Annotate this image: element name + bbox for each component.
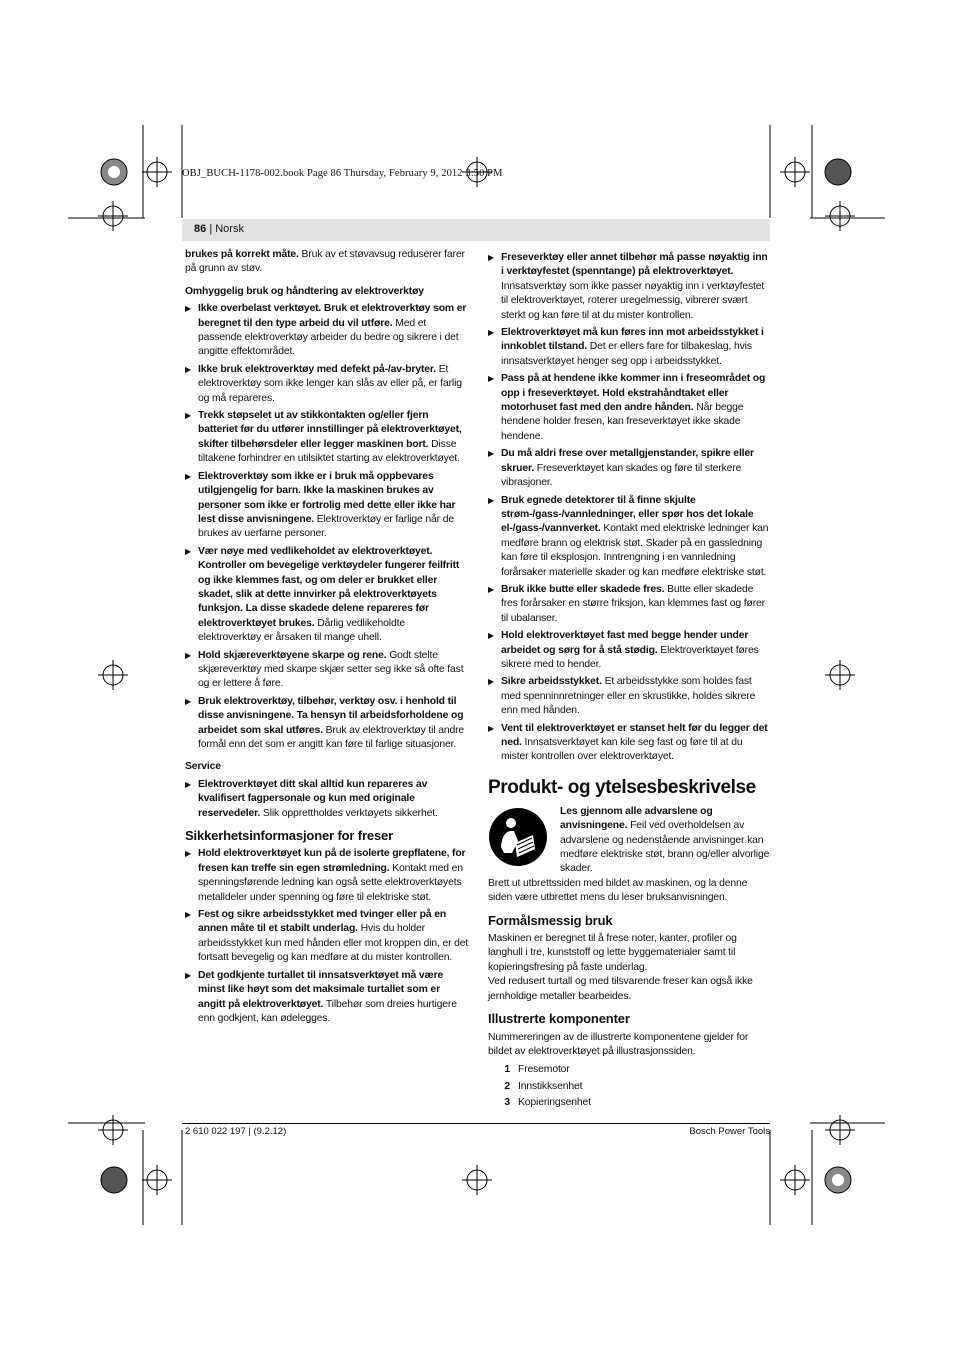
bullet-item: ▶ Ikke overbelast verktøyet. Bruk et elektroverktøy som er beregnet til den type arbeid du vil utføre. Med et passende elektroverktøy arbeider du bedre og sikrere i det angitte effektområdet. [185, 302, 469, 360]
components-text: Nummereringen av de illustrerte komponentene gjelder for bildet av elektroverktøyet på illustrasjonssiden. [488, 1031, 749, 1057]
page-header [182, 219, 770, 241]
component-item: 3 Kopieringsenhet [504, 1097, 591, 1109]
component-item: 2 Innstikksenhet [504, 1080, 583, 1092]
section-service-title: Service [185, 761, 221, 773]
intended-use-title: Formålsmessig bruk [488, 912, 613, 928]
bullet-item: ▶ Det godkjente turtallet til innsatsverktøyet må være minst like høyt som det maksimale turtallet som er angitt på elektroverktøyet. Tilbehør som dreies hurtigere enn godkjent, kan ødelegges. [185, 969, 469, 1027]
footer-doc-number: 2 610 022 197 | (9.2.12) [185, 1126, 287, 1137]
fold-out-text: Brett ut utbrettssiden med bildet av maskinen, og la denne siden være utbrettet mens du leser bruksanvisningen. [488, 877, 748, 904]
intro-paragraph: brukes på korrekt måte. Bruk av et støvavsug reduserer farer på grunn av støv. [185, 249, 465, 275]
bullet-item: ▶ Hold skjæreverktøyene skarpe og rene. Godt stelte skjæreverktøy med skarpe skjær setter seg ikke så ofte fast og er lettere å føre. [185, 649, 469, 692]
bullet-item: ▶ Elektroverktøy som ikke er i bruk må oppbevares utilgjengelig for barn. Ikke la maskinen brukes av personer som ikke er fortrolig med dette eller ikke har lest disse anvisningene. Elektroverktøy er farlige når de brukes av uerfarne personer. [185, 470, 469, 542]
intended-use-text-2: Ved redusert turtall og med tilsvarende freser kan også ikke jernholdige metaller bearbeides. [488, 976, 753, 1002]
section-careful-use-title: Omhyggelig bruk og håndtering av elektroverktøy [185, 285, 424, 297]
product-description-title: Produkt- og ytelsesbeskrivelse [488, 776, 756, 798]
bullet-item: ▶ Freseverktøy eller annet tilbehør må passe nøyaktig inn i verktøyfestet (spenntange) på elektroverktøyet. Innsatsverktøy som ikke passer nøyaktig inn i verktøyfestet til elektroverktøyet, roterer uregelmessig, vibrerer svært sterkt og kan føre til at du mister kontrollen. [488, 251, 772, 323]
left-column [185, 248, 469, 1026]
header-separator: | [209, 223, 213, 235]
bullet-item: ▶ Hold elektroverktøyet kun på de isolerte grepflatene, for fresen kan treffe sin egen strømledning. Kontakt med en spenningsførende ledning kan også sette elektroverktøyets metalldeler under spenning og føre til elektriske støt. [185, 847, 469, 905]
footer-brand: Bosch Power Tools [689, 1126, 770, 1137]
bullet-item: ▶ Pass på at hendene ikke kommer inn i freseområdet og opp i freseverktøyet. Hold ekstrahåndtaket eller motorhuset fast med den andre hånden. Når begge hendene holder fresen, kan freseverktøyet ikke skade hendene. [488, 372, 772, 444]
bullet-item: ▶ Bruk egnede detektorer til å finne skjulte strøm-/gass-/vannledninger, eller spør hos det lokale el-/gass-/vannverket. Kontakt med elektriske ledninger kan medføre brann og elektrisk støt. Skader på en gassledning kan føre til eksplosjon. Inntrengning i en vannledning forårsaker materielle skader og kan medføre elektriske støt. [488, 494, 772, 580]
section-router-safety-title: Sikkerhetsinformasjoner for freser [185, 828, 394, 844]
bullet-item: ▶ Du må aldri frese over metallgjenstander, spikre eller skruer. Freseverktøyet kan skades og føre til sterkere vibrasjoner. [488, 447, 772, 490]
read-manual-warning [488, 805, 772, 877]
bullet-item: ▶ Elektroverktøyet ditt skal alltid kun repareres av kvalifisert fagpersonale og kun med originale reservedeler. Slik opprettholdes verktøyets sikkerhet. [185, 778, 469, 821]
bullet-item: ▶ Fest og sikre arbeidsstykket med tvinger eller på en annen måte til et stabilt underlag. Hvis du holder arbeidsstykket kun med hånden eller mot kroppen din, er det fortsatt bevegelig og kan medføre at du mister kontrollen. [185, 908, 469, 966]
bullet-item: ▶ Vær nøye med vedlikeholdet av elektroverktøyet. Kontroller om bevegelige verktøydeler fungerer feilfritt og ikke klemmes fast, og om deler er brukket eller skadet, slik at dette innvirker på elektroverktøyets funksjon. La disse skadede delene repareres før elektroverktøyet brukes. Dårlig vedlikeholdte elektroverktøy er årsaken til mange uhell. [185, 545, 469, 646]
component-item: 1 Fresemotor [504, 1064, 570, 1076]
read-manual-icon [488, 807, 548, 867]
bullet-item: ▶ Vent til elektroverktøyet er stanset helt før du legger det ned. Innsatsverktøyet kan kile seg fast og føre til at du mister kontrollen over elektroverktøyet. [488, 722, 772, 765]
bullet-item: ▶ Bruk elektroverktøy, tilbehør, verktøy osv. i henhold til disse anvisningene. Ta hensyn til arbeidsforholdene og arbeidet som skal utføres. Bruk av elektroverktøy til andre formål enn det som er angitt kan føre til farlige situasjoner. [185, 695, 469, 753]
bullet-item: ▶ Elektroverktøyet må kun føres inn mot arbeidsstykket i innkoblet tilstand. Det er ellers fare for tilbakeslag, hvis innsatsverktøyet henger seg opp i arbeidsstykket. [488, 326, 772, 369]
footer-rule [182, 1123, 770, 1124]
print-slug: OBJ_BUCH-1178-002.book Page 86 Thursday, February 9, 2012 3:50 PM [182, 168, 503, 179]
bullet-item: ▶ Ikke bruk elektroverktøy med defekt på-/av-bryter. Et elektroverktøy som ikke lenger kan slås av eller på, er farlig og må repareres. [185, 363, 469, 406]
components-title: Illustrerte komponenter [488, 1011, 630, 1027]
bullet-item: ▶ Sikre arbeidsstykket. Et arbeidsstykke som holdes fast med spenninnretninger eller en skrustikke, holdes sikrere enn med hånden. [488, 675, 772, 718]
intended-use-text-1: Maskinen er beregnet til å frese noter, kanter, profiler og langhull i tre, kunststoff og lette byggematerialer samt til kopieringsfresing på faste underlag. [488, 933, 737, 973]
page-number: 86 [194, 223, 207, 235]
warning-text: Les gjennom alle advarslene og anvisningene. Feil ved overholdelsen av advarslene og nedenstående anvisninger kan medføre elektriske støt, brann og/eller alvorlige skader. [560, 805, 770, 875]
bullet-item: ▶ Bruk ikke butte eller skadede fres. Butte eller skadede fres forårsaker en større friksjon, kan klemmes fast og fører til ubalanser. [488, 583, 772, 626]
bullet-item: ▶ Trekk støpselet ut av stikkontakten og/eller fjern batteriet før du utfører innstillinger på elektroverktøyet, skifter tilbehørsdeler eller legger maskinen bort. Disse tiltakene forhindrer en utilsiktet starting av elektroverktøyet. [185, 409, 469, 467]
header-language: Norsk [215, 223, 244, 235]
bullet-item: ▶ Hold elektroverktøyet fast med begge hender under arbeidet og sørg for å stå stødig. Elektroverktøyet føres sikrere med to hender. [488, 629, 772, 672]
right-column [488, 248, 772, 1111]
